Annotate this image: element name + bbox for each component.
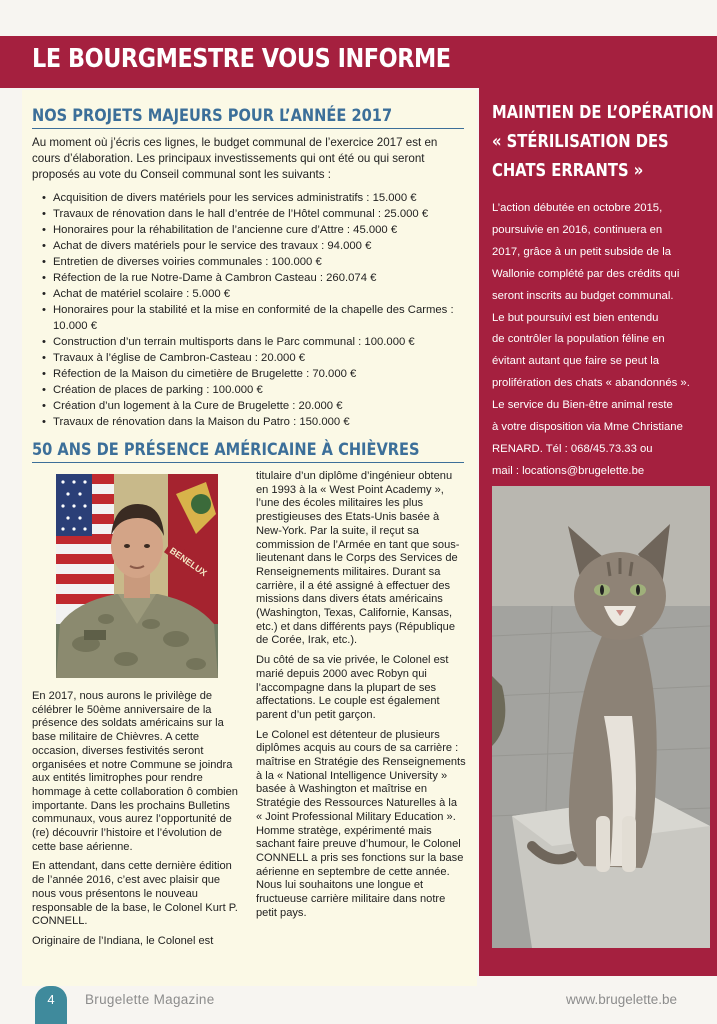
list-item: • Honoraires pour la stabilité et la mise en conformité de la chapelle des Carmes : 10.000 € <box>42 304 454 332</box>
list-item: • Création de places de parking : 100.000 € <box>42 384 263 396</box>
list-item: • Acquisition de divers matériels pour les services administratifs : 15.000 € <box>42 192 417 204</box>
banner-title: LE BOURGMESTRE VOUS INFORME <box>32 44 451 74</box>
page-number-tab <box>35 986 67 1024</box>
american-paragraph: Originaire de l’Indiana, le Colonel est <box>32 934 214 947</box>
american-paragraph: Du côté de sa vie privée, le Colonel est marié depuis 2000 avec Robyn qui l’accompagne dans la plupart de ses affectations. Le couple est également parent d’un petit garçon. <box>256 654 449 721</box>
list-item: • Travaux de rénovation dans le hall d’entrée de l’Hôtel communal : 25.000 € <box>42 208 429 220</box>
list-item: • Construction d’un terrain multisports dans le Parc communal : 100.000 € <box>42 336 415 348</box>
list-item: • Honoraires pour la réhabilitation de l’ancienne cure d’Attre : 45.000 € <box>42 224 398 236</box>
list-item: • Achat de divers matériels pour le service des travaux : 94.000 € <box>42 240 372 252</box>
american-title-rule <box>32 462 464 463</box>
cat-image <box>492 486 710 948</box>
list-item: • Réfection de la Maison du cimetière de Brugelette : 70.000 € <box>42 368 357 380</box>
cat-photo <box>492 486 710 948</box>
projects-title-rule <box>32 128 464 129</box>
projects-title: NOS PROJETS MAJEURS POUR L’ANNÉE 2017 <box>32 106 393 126</box>
list-item: • Création d’un logement à la Cure de Brugelette : 20.000 € <box>42 400 343 412</box>
list-item: • Réfection de la rue Notre-Dame à Cambron Casteau : 260.074 € <box>42 272 377 284</box>
list-item: • Travaux à l’église de Cambron-Casteau : 20.000 € <box>42 352 306 364</box>
website-link[interactable]: www.brugelette.be <box>566 992 678 1007</box>
page-number: 4 <box>47 992 55 1007</box>
projects-intro: Au moment où j’écris ces lignes, le budget communal de l’exercice 2017 est en cours d’élaboration. Les principaux investissements qui ont été ou qui seront proposés au vote du Conseil communal sont les suivants : <box>32 136 438 181</box>
projects-list <box>32 190 468 430</box>
header-banner <box>0 36 717 88</box>
sidebar-title: MAINTIEN DE L’OPÉRATION « STÉRILISATION DES CHATS ERRANTS » <box>492 102 714 181</box>
american-title: 50 ANS DE PRÉSENCE AMÉRICAINE À CHIÈVRES <box>32 440 420 460</box>
american-paragraph: En attendant, dans cette dernière édition de l’année 2016, c’est avec plaisir que nous vous présentons le nouveau responsable de la base, le Colonel Kurt P. CONNELL. <box>32 860 238 928</box>
american-left-column <box>32 690 242 955</box>
list-item: • Achat de matériel scolaire : 5.000 € <box>42 288 231 300</box>
list-item: • Entretien de diverses voiries communales : 100.000 € <box>42 256 322 268</box>
magazine-name: Brugelette Magazine <box>85 992 215 1007</box>
american-paragraph: En 2017, nous aurons le privilège de célébrer le 50ème anniversaire de la présence des soldats américains sur la base militaire de Chièvres. A cette occasion, diverses festivités seront organisées et notre Commune se joindra aux entités limitrophes pour rendre hommage à cette collaboration ô combien importante. Dans les prochains Bulletins communaux, vous aurez l’opportunité de (re) découvrir l’histoire et l’évolution de cette base aérienne. <box>32 690 238 853</box>
colonel-portrait-image <box>56 474 218 678</box>
list-item: • Travaux de rénovation dans la Maison du Patro : 150.000 € <box>42 416 350 428</box>
sidebar-text: L’action débutée en octobre 2015, poursuivie en 2016, continuera en 2017, grâce à un petit subside de la Wallonie complété par des crédits qui seront inscrits au budget communal. Le but poursuivi est bien entendu de contrôler la population féline en évitant autant que faire se peut la prolifération des chats « abandonnés ». Le service du Bien-être animal reste à votre disposition via Mme Christiane RENARD. Tél : 068/45.73.33 ou mail : locations@brugelette.be <box>492 202 690 477</box>
american-right-column <box>256 470 466 927</box>
colonel-photo <box>56 474 218 678</box>
american-paragraph: titulaire d’un diplôme d’ingénieur obtenu en 1993 à la « West Point Academy », l’une des écoles militaires les plus prestigieuses des Etats-Unis basée à New-York. Par la suite, il reçut sa commission de l’Armée en tant que sous-lieutenant dans le Corps des Services de Renseignements militaires. Durant sa carrière, il a été assigné à effectuer des missions dans divers états américains (Washington, Texas, Californie, Kansas, etc.) et dans différents pays (République de Corée, Irak, etc.). <box>256 470 460 647</box>
benelux-patch-text: BENELUX <box>167 545 209 579</box>
american-paragraph: Le Colonel est détenteur de plusieurs diplômes acquis au cours de sa carrière : maîtrise en Stratégie des Renseignements à la « National Intelligence University » basée à Washington et maîtrise en Stratégie des Ressources Naturelles à la « Joint Professional Military Education ». Homme stratège, expérimenté mais sachant faire preuve d’humour, le Colonel CONNELL a pris ses fonctions sur la base aérienne en septembre de cette année. Nous lui souhaitons une longue et fructueuse carrière militaire dans notre petit pays. <box>256 728 466 919</box>
